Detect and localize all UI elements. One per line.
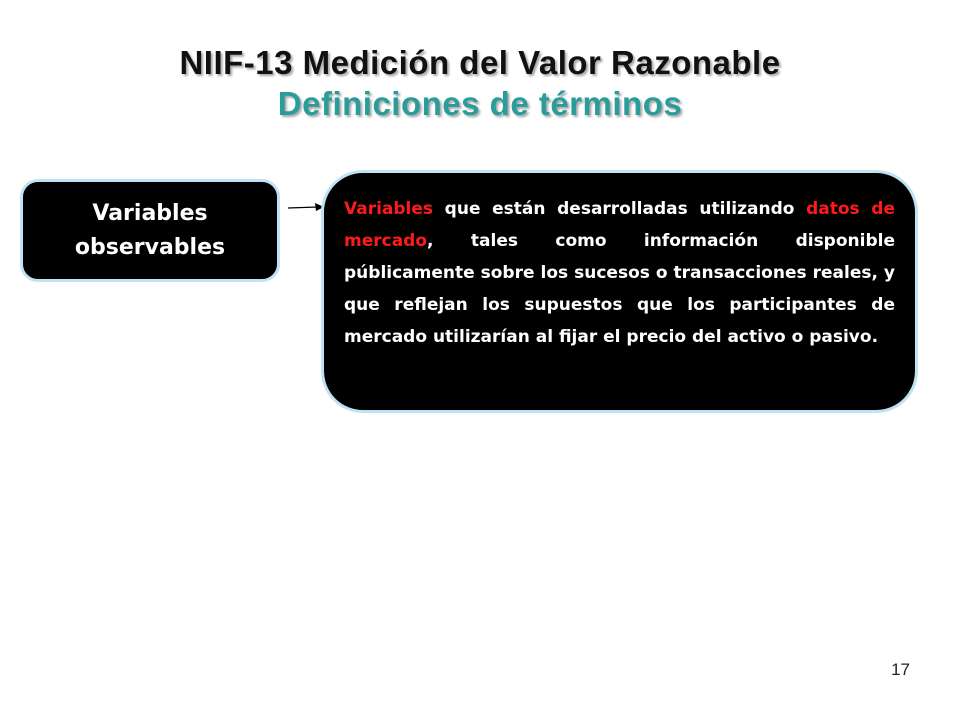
slide-title	[0, 42, 960, 124]
definition-text-1: que están desarrolladas utilizando	[433, 199, 807, 219]
definition-highlight-market-data: datos de mercado	[344, 199, 895, 251]
term-label: Variables observables	[74, 200, 226, 260]
term-box	[20, 179, 280, 282]
title-main: NIIF-13 Medición del Valor Razonable	[179, 44, 781, 81]
arrow-right-icon	[288, 200, 324, 214]
definition-box	[321, 170, 918, 413]
page-number: 17	[891, 660, 910, 679]
title-subtitle: Definiciones de términos	[277, 85, 683, 122]
definition-text-2: , tales como información disponible públicamente sobre los sucesos o transacciones reales, y que reflejan los supuestos que los participantes de mercado utilizarían al fijar el precio del activo o pasivo.	[344, 231, 895, 347]
definition-highlight-variables: Variables	[344, 199, 434, 219]
